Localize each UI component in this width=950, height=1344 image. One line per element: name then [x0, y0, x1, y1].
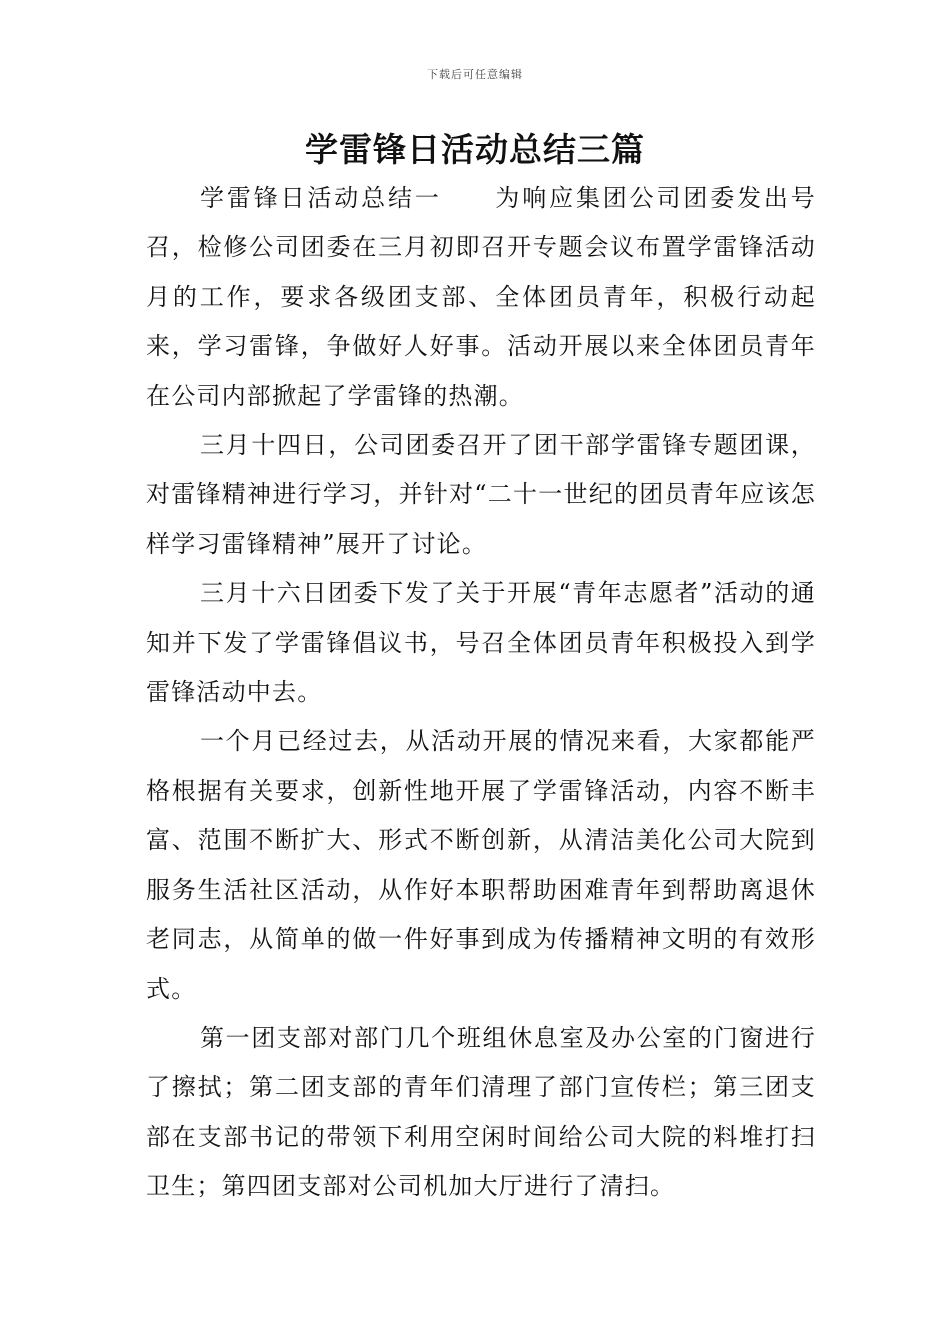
section-heading: 学雷锋日活动总结一 [200, 184, 442, 212]
paragraph-5: 第一团支部对部门几个班组休息室及办公室的门窗进行了擦拭；第二团支部的青年们清理了部门宣传栏；第三团支部在支部书记的带领下利用空闲时间给公司大院的料堆打扫卫生；第四团支部对公司机加大厅进行了清扫。 [146, 1023, 816, 1201]
paragraph-2: 三月十四日，公司团委召开了团干部学雷锋专题团课，对雷锋精神进行学习，并针对“二十一世纪的团员青年应该怎样学习雷锋精神”展开了讨论。 [146, 431, 816, 558]
document-body [146, 174, 816, 1212]
paragraph-1 [146, 174, 816, 421]
document-title: 学雷锋日活动总结三篇 [305, 130, 645, 169]
paragraph-4: 一个月已经过去，从活动开展的情况来看，大家都能严格根据有关要求，创新性地开展了学雷锋活动，内容不断丰富、范围不断扩大、形式不断创新，从清洁美化公司大院到服务生活社区活动，从作好本职帮助困难青年到帮助离退休老同志，从简单的做一件好事到成为传播精神文明的有效形式。 [146, 727, 816, 1003]
header-note: 下载后可任意编辑 [427, 68, 523, 81]
paragraph-text: 为响应集团公司团委发出号召，检修公司团委在三月初即召开专题会议布置学雷锋活动月的工作，要求各级团支部、全体团员青年，积极行动起来，学习雷锋，争做好人好事。活动开展以来全体团员青年在公司内部掀起了学雷锋的热潮。 [146, 184, 816, 410]
paragraph-3: 三月十六日团委下发了关于开展“青年志愿者”活动的通知并下发了学雷锋倡议书，号召全体团员青年积极投入到学雷锋活动中去。 [146, 579, 816, 707]
